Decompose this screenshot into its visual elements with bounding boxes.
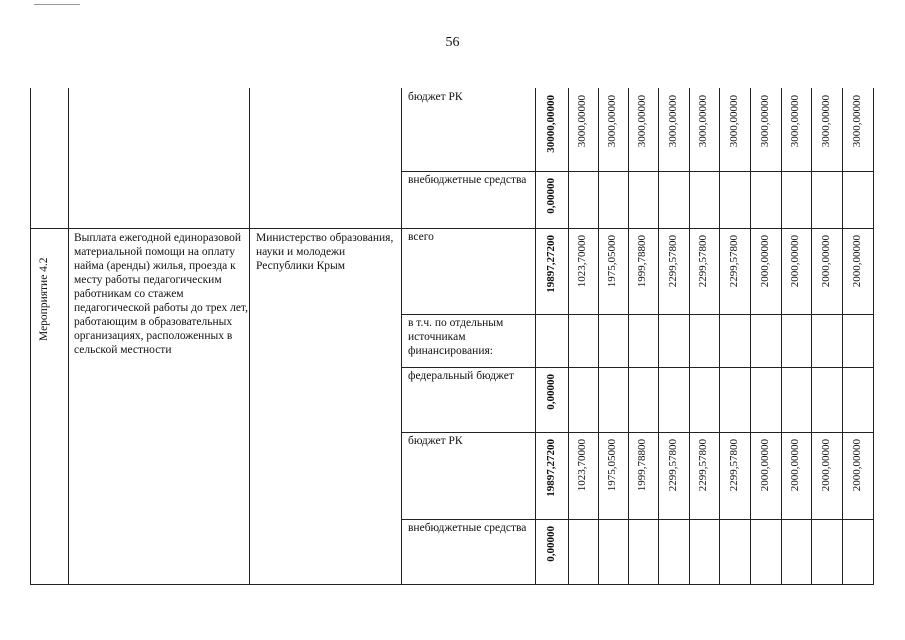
column-rule (249, 88, 250, 585)
page-number: 56 (445, 35, 460, 50)
total-value: 19897,27200 (545, 439, 557, 497)
year-value: 2299,57800 (697, 235, 709, 288)
total-value: 19897,27200 (545, 235, 557, 293)
measure-description: Выплата ежегодной единоразовой материальной помощи на оплату найма (аренды) жилья, проезда к месту работы педагогическим работникам со стажем педагогической работы до трех лет, работающим в образовательных организациях, расположенных в сельской местности (74, 232, 248, 356)
column-rule (811, 88, 812, 585)
total-value: 0,00000 (545, 374, 557, 410)
year-value: 2299,57800 (667, 235, 679, 288)
year-value: 2000,00000 (851, 235, 863, 288)
year-value: 3000,00000 (728, 95, 740, 148)
year-value: 2000,00000 (759, 439, 771, 492)
column-rule (30, 88, 31, 585)
column-rule (781, 88, 782, 585)
total-value: 0,00000 (545, 178, 557, 214)
row-rule (401, 314, 873, 315)
funding-source-label: внебюджетные средства (408, 522, 527, 534)
year-value: 3000,00000 (789, 95, 801, 148)
funding-source-label: внебюджетные средства (408, 174, 527, 186)
year-value: 1999,78800 (636, 439, 648, 492)
row-rule (401, 171, 873, 172)
year-value: 2000,00000 (789, 439, 801, 492)
year-value: 2000,00000 (820, 235, 832, 288)
year-value: 1999,78800 (636, 235, 648, 288)
column-rule (873, 88, 874, 585)
column-rule (750, 88, 751, 585)
top-rule (34, 4, 80, 5)
year-value: 3000,00000 (759, 95, 771, 148)
year-value: 2299,57800 (728, 439, 740, 492)
column-rule (401, 88, 402, 585)
column-rule (719, 88, 720, 585)
executor-name: Министерство образования, науки и молодежи Республики Крым (256, 232, 394, 272)
year-value: 3000,00000 (820, 95, 832, 148)
row-rule (401, 519, 873, 520)
funding-source-label: в т.ч. по отдельным источникам финансирования: (408, 317, 504, 357)
column-rule (535, 88, 536, 585)
year-value: 2299,57800 (667, 439, 679, 492)
year-value: 2000,00000 (759, 235, 771, 288)
funding-table (30, 88, 873, 585)
year-value: 2000,00000 (851, 439, 863, 492)
year-value: 1023,70000 (576, 439, 588, 492)
year-value: 3000,00000 (667, 95, 679, 148)
year-value: 2000,00000 (820, 439, 832, 492)
measure-label: Мероприятие 4.2 (38, 257, 50, 342)
total-value: 0,00000 (545, 526, 557, 562)
funding-source-label: всего (408, 231, 434, 243)
year-value: 1975,05000 (606, 235, 618, 288)
year-value: 3000,00000 (606, 95, 618, 148)
funding-source-label: бюджет РК (408, 435, 463, 447)
column-rule (598, 88, 599, 585)
row-rule (401, 432, 873, 433)
year-value: 1023,70000 (576, 235, 588, 288)
funding-source-label: федеральный бюджет (408, 370, 514, 382)
year-value: 3000,00000 (851, 95, 863, 148)
year-value: 1975,05000 (606, 439, 618, 492)
year-value: 3000,00000 (576, 95, 588, 148)
row-rule (30, 228, 873, 229)
column-rule (842, 88, 843, 585)
column-rule (568, 88, 569, 585)
total-value: 30000,00000 (545, 95, 557, 153)
funding-source-label: бюджет РК (408, 91, 463, 103)
year-value: 3000,00000 (697, 95, 709, 148)
row-rule (30, 584, 873, 585)
column-rule (689, 88, 690, 585)
column-rule (658, 88, 659, 585)
year-value: 3000,00000 (636, 95, 648, 148)
column-rule (68, 88, 69, 585)
year-value: 2299,57800 (697, 439, 709, 492)
year-value: 2000,00000 (789, 235, 801, 288)
row-rule (401, 367, 873, 368)
year-value: 2299,57800 (728, 235, 740, 288)
column-rule (628, 88, 629, 585)
